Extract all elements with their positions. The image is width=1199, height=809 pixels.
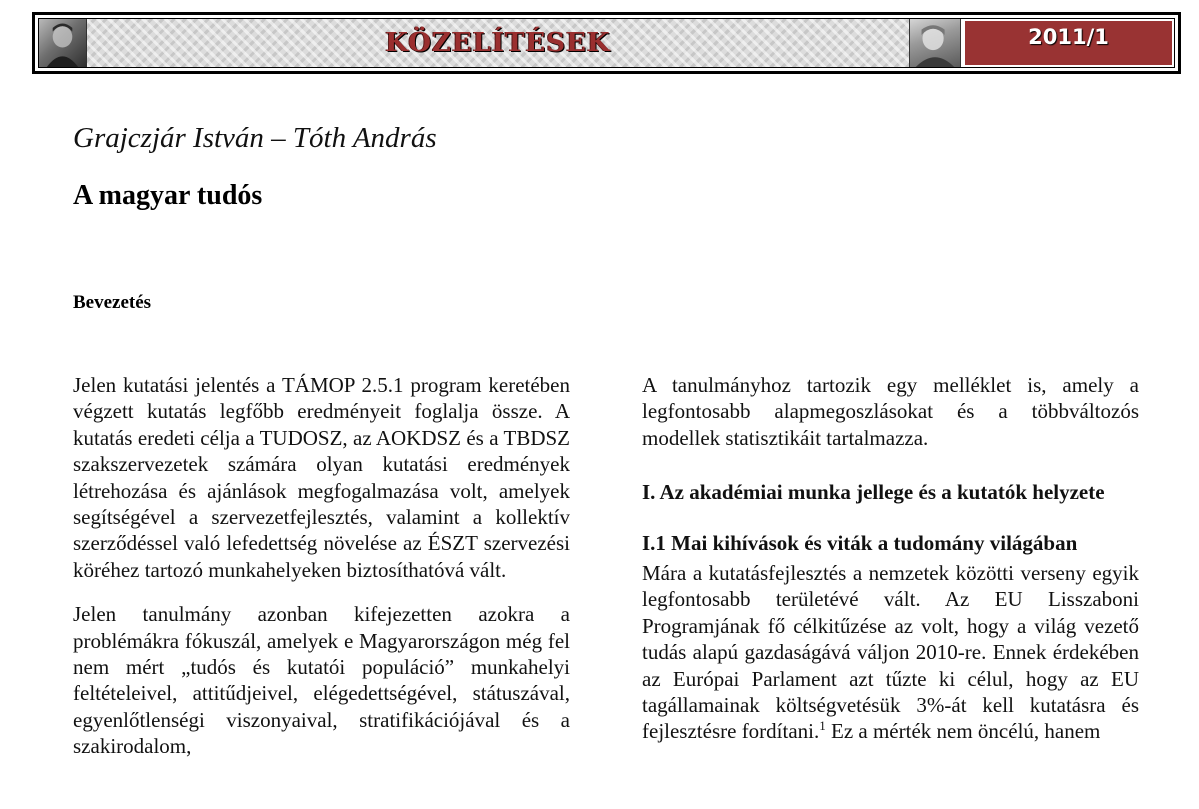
right-column <box>642 372 1139 763</box>
article-authors: Grajczjár István – Tóth András <box>73 122 437 154</box>
journal-header-inner <box>38 18 1175 68</box>
article-title: A magyar tudós <box>73 180 263 211</box>
chapter-heading: I. Az akadémiai munka jellege és a kutatók helyzete <box>642 480 1105 505</box>
title-pattern-band <box>87 19 909 67</box>
section-heading-introduction: Bevezetés <box>73 292 152 313</box>
portrait-right-icon <box>910 19 960 67</box>
footnote-reference[interactable]: 1 <box>819 718 826 734</box>
right-paragraph-2 <box>642 560 1139 745</box>
journal-title: KÖZELÍTÉSEK <box>385 28 611 58</box>
portrait-right-image <box>909 19 961 67</box>
left-column <box>73 372 570 778</box>
right-paragraph-2-continuation: Ez a mérték nem öncélú, hanem <box>825 719 1101 744</box>
issue-number: 2011/1 <box>1028 25 1109 49</box>
right-paragraph-2-text: Mára a kutatásfejlesztés a nemzetek közötti verseny egyik legfontosabb területévé vált. Az EU Lisszaboni Programjának fő célkitűzése az volt, hogy a világ vezető tudás alapú gazdaságává váljon 2010-re. Ennek érdekében az Európai Parlament azt tűzte ki célul, hogy az EU tagállamainak költségvetésük 3%-át kell kutatásra és fejlesztésre fordítani. <box>642 561 1139 744</box>
journal-header-banner <box>32 12 1181 74</box>
right-paragraph-1: A tanulmányhoz tartozik egy melléklet is, amely a legfontosabb alapmegoszlásokat és a többváltozós modellek statisztikáit tartalmazza. <box>642 373 1139 450</box>
portrait-left-image <box>39 19 87 67</box>
subsection-heading: I.1 Mai kihívások és viták a tudomány világában <box>642 530 1078 555</box>
left-paragraph-2: Jelen tanulmány azonban kifejezetten azokra a problémákra fókuszál, amelyek e Magyarországon még fel nem mért „tudós és kutatói populáció” munkahelyi feltételeivel, attitűdjeivel, elégedettségével, státuszával, egyenlőtlenségi viszonyaival, stratifikációjával és a szakirodalom, <box>73 602 570 759</box>
left-paragraph-1: Jelen kutatási jelentés a TÁMOP 2.5.1 program keretében végzett kutatás legfőbb eredményeit foglalja össze. A kutatás eredeti célja a TUDOSZ, az AOKDSZ és a TBDSZ szakszervezetek számára olyan kutatási eredmények létrehozása és ajánlások megfogalmazása volt, amelyek segítségével a szervezetfejlesztés, valamint a kollektív szerződéssel való lefedettség növelése az ÉSZT szervezési köréhez tartozó munkahelyeken biztosíthatóvá vált. <box>73 373 570 582</box>
portrait-left-icon <box>39 19 86 67</box>
issue-badge <box>965 21 1172 65</box>
